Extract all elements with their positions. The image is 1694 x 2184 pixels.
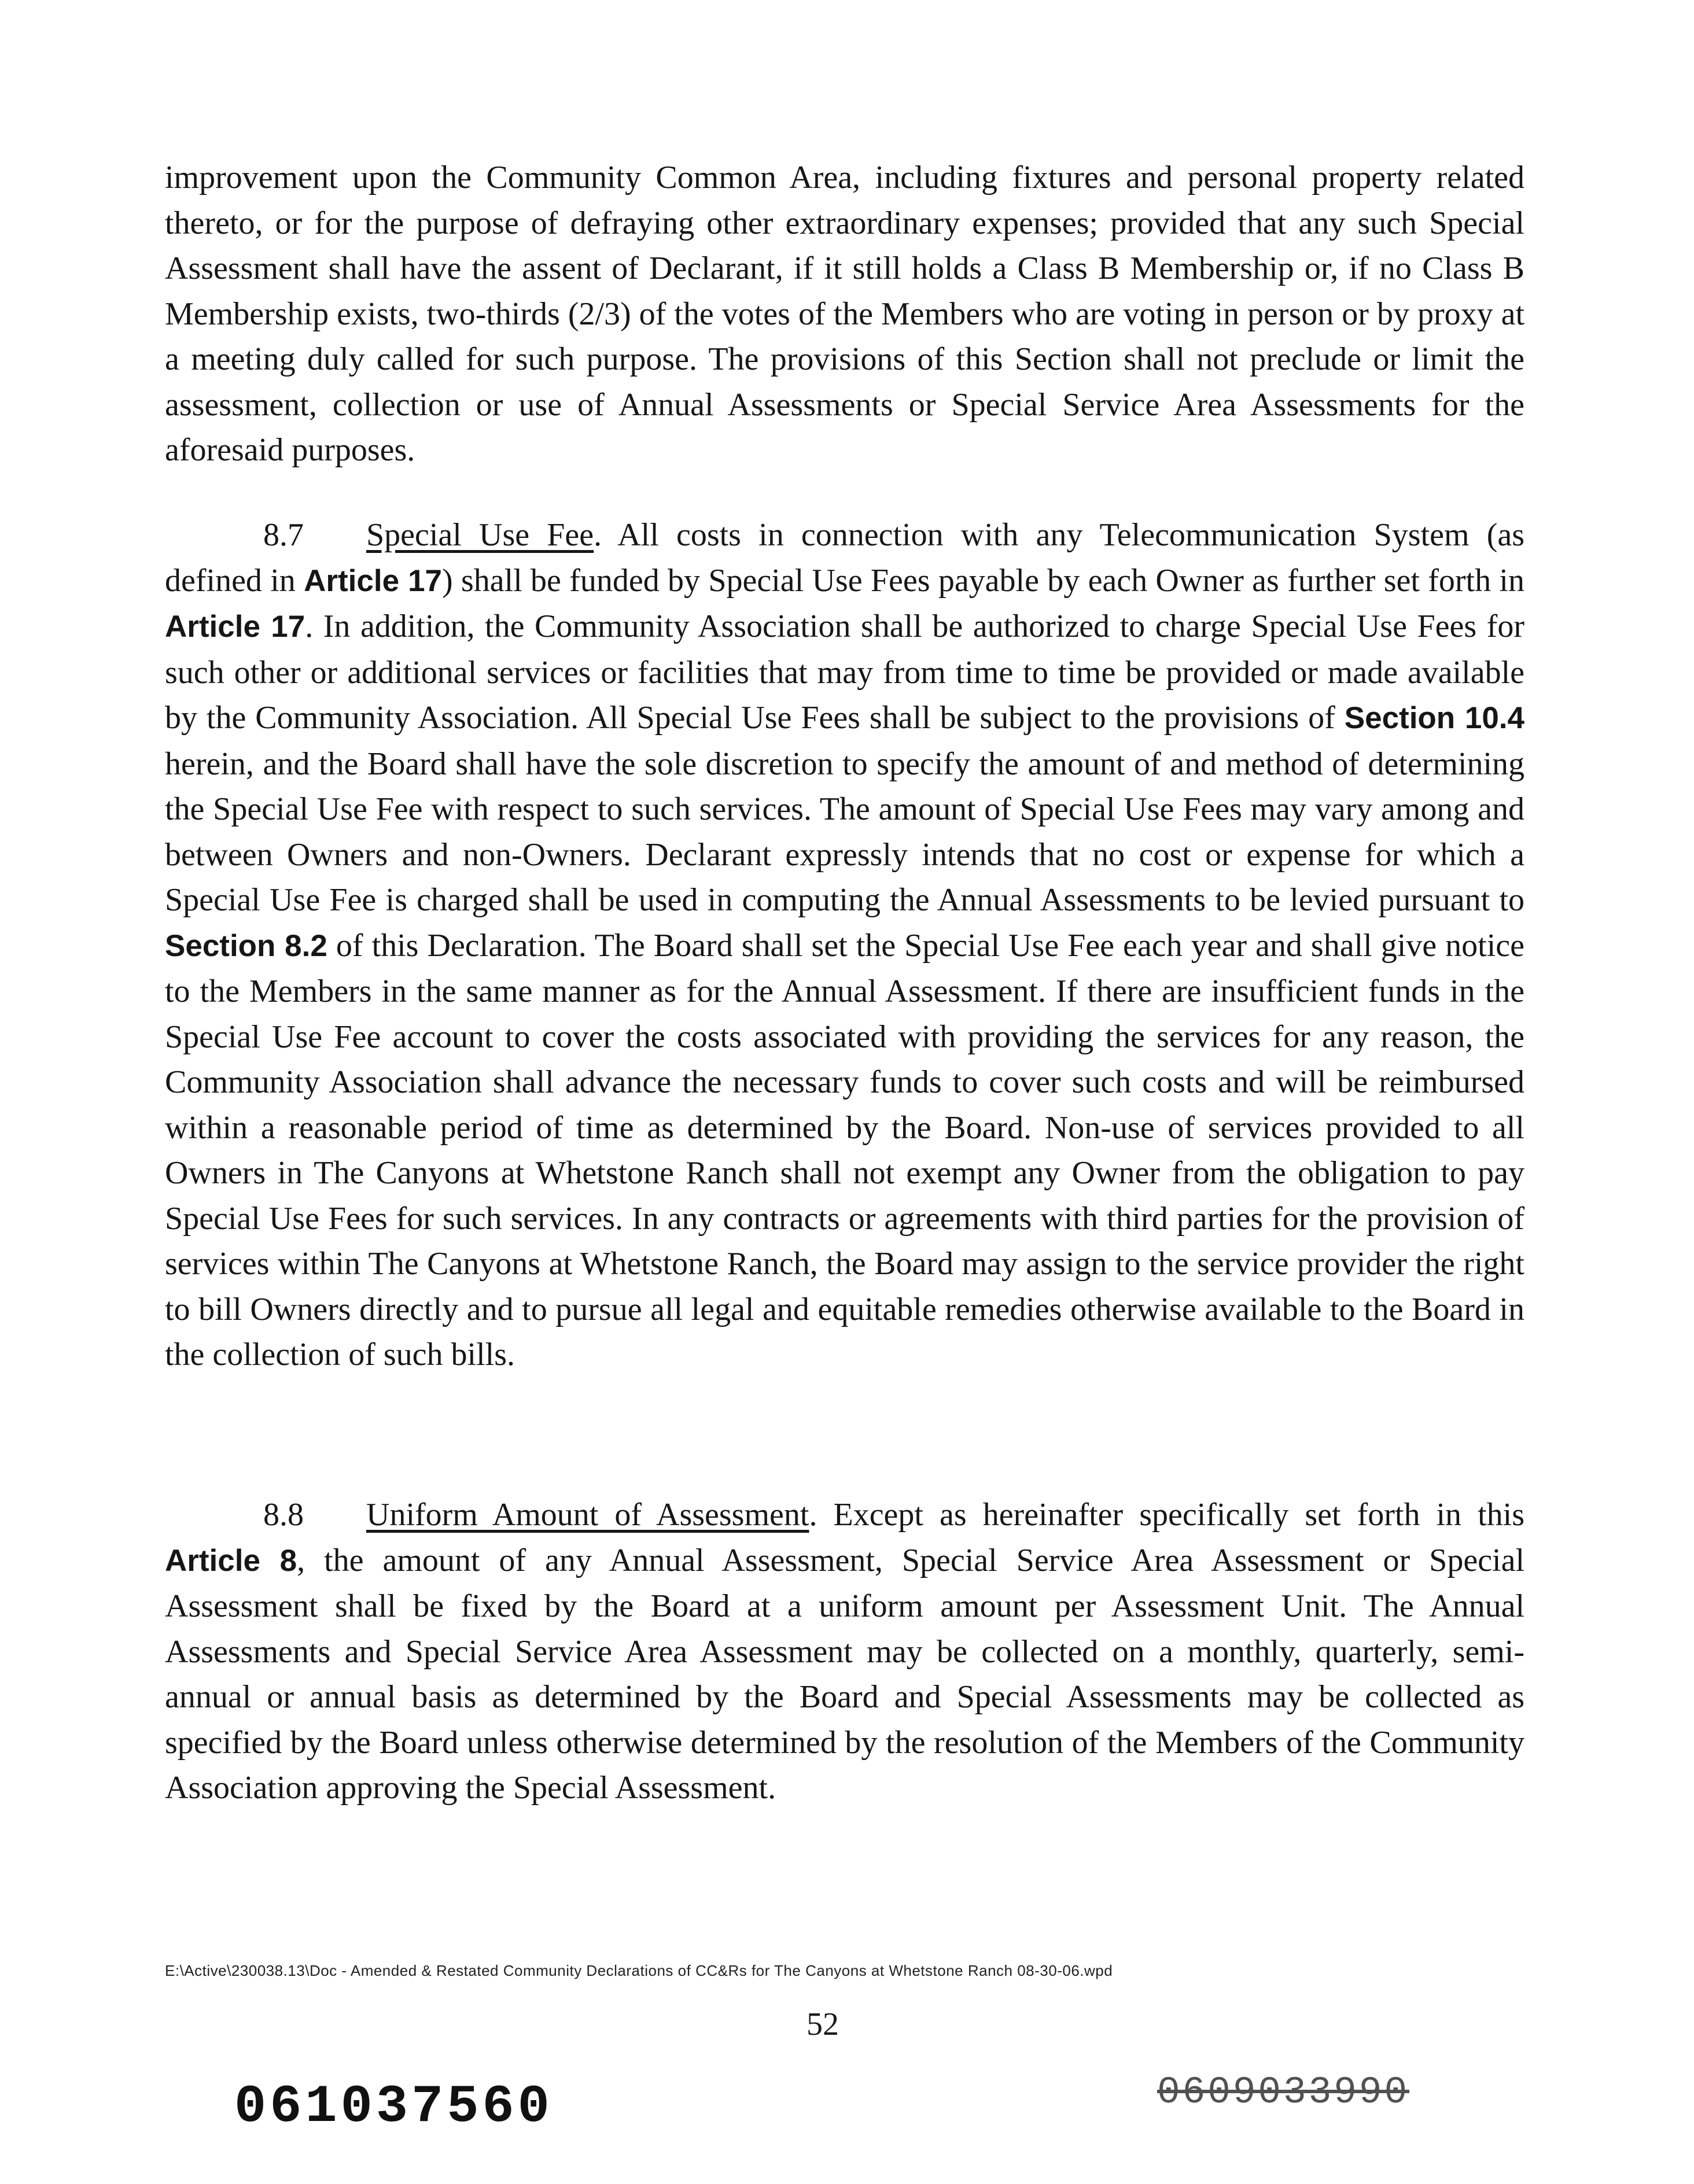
section-8-8-text-2: , the amount of any Annual Assessment, Special Service Area Assessment or Special Assessment shall be fixed by the Board at a uniform amount per Assessment Unit. The Annual Assessments and Special Service Area Assessment may be collected on a monthly, quarterly, semi-annual or annual basis as determined by the Board and Special Assessments may be collected as specified by the Board unless otherwise determined by the resolution of the Members of the Community Association approving the Special Assessment. — [165, 1542, 1524, 1806]
section-8-7-number: 8.7 — [263, 517, 304, 553]
section-8-8-number: 8.8 — [263, 1497, 304, 1533]
section-8-7 — [165, 512, 1524, 1378]
section-8-7-text-2: ) shall be funded by Special Use Fees payable by each Owner as further set forth in — [442, 562, 1524, 599]
section-8-8 — [165, 1492, 1524, 1811]
section-8-8-text-1: . Except as hereinafter specifically set forth in this — [809, 1497, 1524, 1533]
page-number: 52 — [807, 2006, 839, 2042]
section-8-7-text-1: . All costs in connection with any Telecommunication System (as defined in — [165, 517, 1524, 599]
section-8-7-ref-4: Section 8.2 — [165, 928, 327, 963]
section-8-7-text-5: of this Declaration. The Board shall set the Special Use Fee each year and shall give notice to the Members in the same manner as for the Annual Assessment. If there are insufficient funds in the Special Use Fee account to cover the costs associated with providing the services for any reason, the Community Association shall advance the necessary funds to cover such costs and will be reimbursed within a reasonable period of time as determined by the Board. Non-use of services provided to all Owners in The Canyons at Whetstone Ranch shall not exempt any Owner from the obligation to pay Special Use Fees for such services. In any contracts or agreements with third parties for the provision of services within The Canyons at Whetstone Ranch, the Board may assign to the service provider the right to bill Owners directly and to pursue all legal and equitable remedies otherwise available to the Board in the collection of such bills. — [165, 927, 1524, 1373]
section-8-7-ref-3: Section 10.4 — [1344, 701, 1524, 735]
stamp-number: 0609033990 — [1157, 2071, 1410, 2114]
section-8-7-title: Special Use Fee — [366, 517, 594, 553]
footer-file-path: E:\Active\230038.13\Doc - Amended & Restated Community Declarations of CC&Rs for The Canyons at Whetstone Ranch 08-30-06.wpd — [165, 1962, 1113, 1979]
paragraph-continued — [165, 155, 1524, 473]
section-8-7-text-4: herein, and the Board shall have the sole discretion to specify the amount of and method of determining the Special Use Fee with respect to such services. The amount of Special Use Fees may vary among and between Owners and non-Owners. Declarant expressly intends that no cost or expense for which a Special Use Fee is charged shall be used in computing the Annual Assessments to be levied pursuant to — [165, 746, 1524, 918]
document-number: 061037560 — [234, 2076, 553, 2137]
paragraph-continued-text: improvement upon the Community Common Area, including fixtures and personal property related thereto, or for the purpose of defraying other extraordinary expenses; provided that any such Special Assessment shall have the assent of Declarant, if it still holds a Class B Membership or, if no Class B Membership exists, two-thirds (2/3) of the votes of the Members who are voting in person or by proxy at a meeting duly called for such purpose. The provisions of this Section shall not preclude or limit the assessment, collection or use of Annual Assessments or Special Service Area Assessments for the aforesaid purposes. — [165, 160, 1525, 468]
section-8-7-ref-1: Article 17 — [304, 563, 443, 598]
section-8-7-text-3: . In addition, the Community Association shall be authorized to charge Special Use Fees for such other or additional services or facilities that may from time to time be provided or made available by the Community Association. All Special Use Fees shall be subject to the provisions of — [165, 608, 1524, 736]
section-8-8-title: Uniform Amount of Assessment — [366, 1497, 809, 1533]
section-8-8-ref-1: Article 8 — [165, 1543, 297, 1578]
section-8-7-ref-2: Article 17 — [165, 610, 305, 644]
